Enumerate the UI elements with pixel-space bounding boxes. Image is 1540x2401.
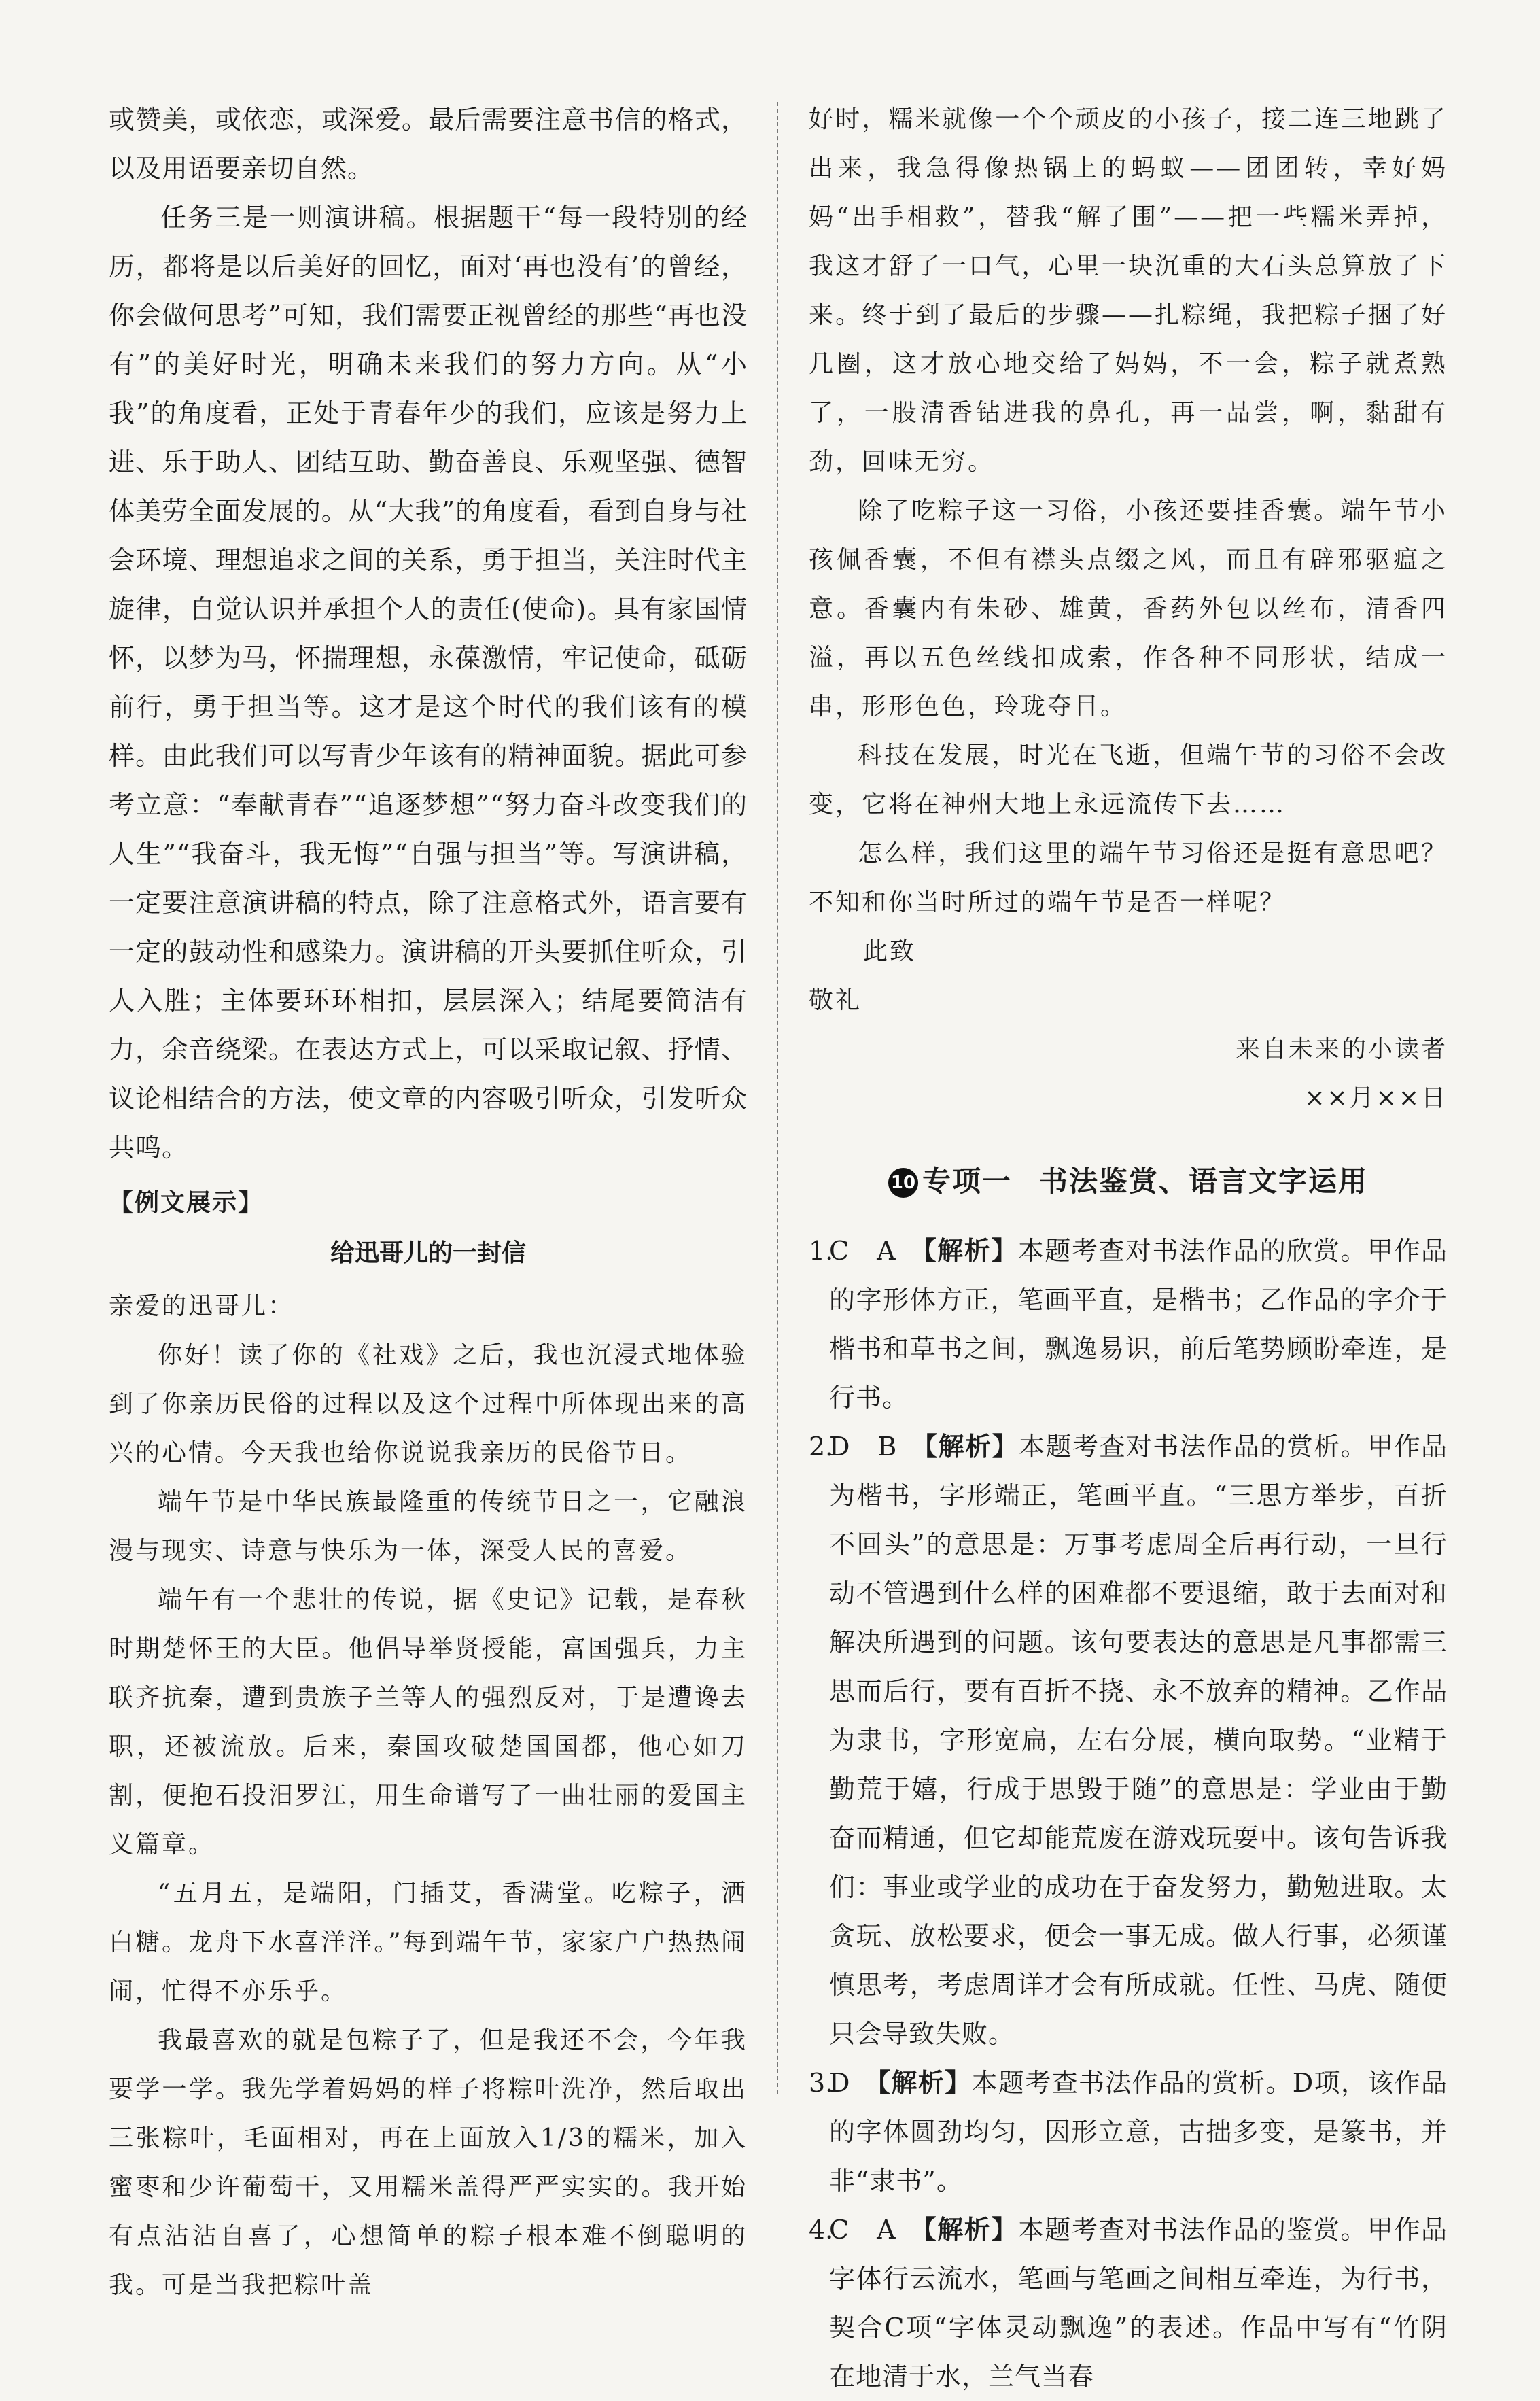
letter-title: 给迅哥儿的一封信: [330, 1239, 526, 1267]
analysis-tag: 【解析】: [877, 2068, 972, 2098]
letter-body: [109, 1282, 748, 2310]
analysis-text: 本题考查对书法作品的欣赏。甲作品的字形体方正，笔画平直，是楷书；乙作品的字介于楷书和草书之间，飘逸易识，前后笔势顾盼牵连，是行书。: [829, 1236, 1448, 1413]
letter-closing: 此致: [863, 937, 917, 965]
answer-keys: C A: [829, 2215, 896, 2245]
answer-number: 2.: [809, 1432, 834, 1462]
answer-keys: C A: [829, 1236, 896, 1266]
letter-paragraph: 你好！读了你的《社戏》之后，我也沉浸式地体验到了你亲历民俗的过程以及这个过程中所体现出来的高兴的心情。今天我也给你说说我亲历的民俗节日。: [109, 1341, 748, 1467]
answer-keys: D B: [829, 1432, 898, 1462]
answer-number: 1.: [809, 1236, 834, 1266]
section-title: 专项一: [922, 1164, 1012, 1198]
analysis-text: 本题考查对书法作品的鉴赏。甲作品字体行云流水，笔画与笔画之间相互牵连，为行书，契合C项“字体灵动飘逸”的表述。作品中写有“竹阴在地清于水，兰气当春: [829, 2215, 1448, 2391]
right-column: [809, 95, 1448, 2401]
letter-paragraph: 怎么样，我们这里的端午节习俗还是挺有意思吧？不知和你当时所过的端午节是否一样呢？: [809, 840, 1448, 916]
paragraph-task-three: 任务三是一则演讲稿。根据题干“每一段特别的经历，都将是以后美好的回忆，面对‘再也没有’的曾经，你会做何思考”可知，我们需要正视曾经的那些“再也没有”的美好时光，明确未来我们的努力方向。从“小我”的角度看，正处于青春年少的我们，应该是努力上进、乐于助人、团结互助、勤奋善良、乐观坚强、德智体美劳全面发展的。从“大我”的角度看，看到自身与社会环境、理想追求之间的关系，勇于担当，关注时代主旋律，自觉认识并承担个人的责任(使命)。具有家国情怀，以梦为马，怀揣理想，永葆激情，牢记使命，砥砺前行，勇于担当等。这才是这个时代的我们该有的模样。由此我们可以写青少年该有的精神面貌。据此可参考立意：“奉献青春”“追逐梦想”“努力奋斗改变我们的人生”“我奋斗，我无悔”“自强与担当”等。写演讲稿，一定要注意演讲稿的特点，除了注意格式外，语言要有一定的鼓动性和感染力。演讲稿的开头要抓住听众，引人入胜；主体要环环相扣，层层深入；结尾要简洁有力，余音绕梁。在表达方式上，可以采取记叙、抒情、议论相结合的方法，使文章的内容吸引听众，引发听众共鸣。: [109, 203, 748, 1162]
analysis-tag: 【解析】: [923, 2215, 1018, 2245]
answer-number: 4.: [809, 2215, 834, 2245]
section-number-badge: 10: [888, 1168, 918, 1198]
left-column: [109, 95, 748, 2310]
paragraph: 或赞美，或依恋，或深爱。最后需要注意书信的格式，以及用语要亲切自然。: [109, 105, 748, 184]
section-subtitle: 书法鉴赏、语言文字运用: [1039, 1164, 1369, 1198]
answer-list: [809, 1226, 1448, 2401]
letter-paragraph: 端午有一个悲壮的传说，据《史记》记载，是春秋时期楚怀王的大臣。他倡导举贤授能，富国强兵，力主联齐抗秦，遭到贵族子兰等人的强烈反对，于是遭谗去职，还被流放。后来，秦国攻破楚国国都，他心如刀割，便抱石投汨罗江，用生命谱写了一曲壮丽的爱国主义篇章。: [109, 1586, 748, 1859]
letter-regards: 敬礼: [809, 986, 862, 1014]
letter-paragraph: 科技在发展，时光在飞逝，但端午节的习俗不会改变，它将在神州大地上永远流传下去……: [809, 742, 1448, 818]
column-divider: [777, 102, 778, 2094]
letter-paragraph: 我最喜欢的就是包粽子了，但是我还不会，今年我要学一学。我先学着妈妈的样子将粽叶洗净，然后取出三张粽叶，毛面相对，再在上面放入1/3的糯米，加入蜜枣和少许葡萄干，又用糯米盖得严严实实的。我开始有点沾沾自喜了，心想简单的粽子根本难不倒聪明的我。可是当我把粽叶盖: [109, 2026, 748, 2299]
answer-keys: D: [829, 2068, 851, 2098]
answer-item: [809, 2205, 1448, 2401]
analysis-tag: 【解析】: [924, 1432, 1019, 1462]
letter-paragraph: “五月五，是端阳，门插艾，香满堂。吃粽子，洒白糖。龙舟下水喜洋洋。”每到端午节，家家户户热热闹闹，忙得不亦乐乎。: [109, 1880, 748, 2005]
analysis-text: 本题考查对书法作品的赏析。甲作品为楷书，字形端正，笔画平直。“三思方举步，百折不回头”的意思是：万事考虑周全后再行动，一旦行动不管遇到什么样的困难都不要退缩，敢于去面对和解决所遇到的问题。该句要表达的意思是凡事都需三思而后行，要有百折不挠、永不放弃的精神。乙作品为隶书，字形宽扁，左右分展，横向取势。“业精于勤荒于嬉，行成于思毁于随”的意思是：学业由于勤奋而精通，但它却能荒废在游戏玩耍中。该句告诉我们：事业或学业的成功在于奋发努力，勤勉进取。太贪玩、放松要求，便会一事无成。做人行事，必须谨慎思考，考虑周详才会有所成就。任性、马虎、随便只会导致失败。: [829, 1432, 1448, 2049]
answer-item: [809, 1226, 1448, 1422]
analysis-tag: 【解析】: [923, 1236, 1018, 1266]
answer-number: 3.: [809, 2068, 834, 2098]
letter-paragraph: 除了吃粽子这一习俗，小孩还要挂香囊。端午节小孩佩香囊，不但有襟头点缀之风，而且有辟邪驱瘟之意。香囊内有朱砂、雄黄，香药外包以丝布，清香四溢，再以五色丝线扣成索，作各种不同形状，结成一串，形形色色，玲珑夺目。: [809, 497, 1448, 721]
section-heading: [809, 1154, 1448, 1209]
answer-item: [809, 2058, 1448, 2205]
letter-paragraph: 好时，糯米就像一个个顽皮的小孩子，接二连三地跳了出来，我急得像热锅上的蚂蚁——团团转，幸好妈妈“出手相救”，替我“解了围”——把一些糯米弄掉，我这才舒了一口气，心里一块沉重的大石头总算放了下来。终于到了最后的步骤——扎粽绳，我把粽子捆了好几圈，这才放心地交给了妈妈，不一会，粽子就煮熟了，一股清香钻进我的鼻孔，再一品尝，啊，黏甜有劲，回味无穷。: [809, 105, 1448, 476]
example-tag: 【例文展示】: [109, 1189, 264, 1217]
analysis-text: 本题考查书法作品的赏析。D项，该作品的字体圆劲均匀，因形立意，古拙多变，是篆书，并非“隶书”。: [829, 2068, 1448, 2196]
letter-salutation: 亲爱的迅哥儿：: [109, 1292, 295, 1320]
letter-date: ××月××日: [1304, 1084, 1448, 1112]
letter-paragraph: 端午节是中华民族最隆重的传统节日之一，它融浪漫与现实、诗意与快乐为一体，深受人民的喜爱。: [109, 1488, 748, 1565]
letter-body-continued: [809, 95, 1448, 1123]
letter-signature: 来自未来的小读者: [1235, 1035, 1448, 1063]
answer-item: [809, 1422, 1448, 2058]
